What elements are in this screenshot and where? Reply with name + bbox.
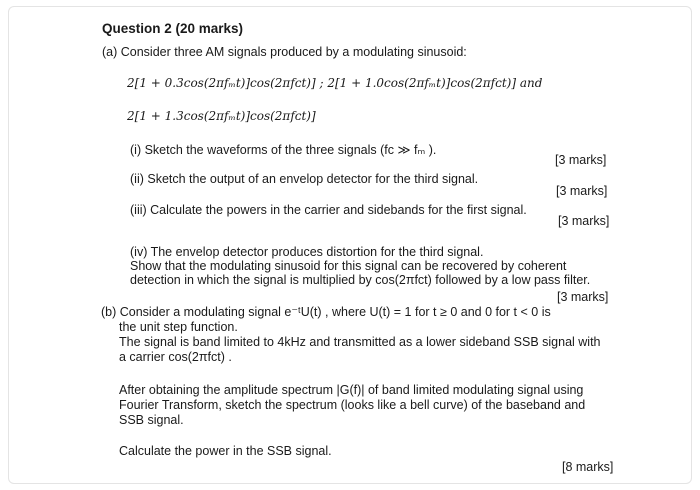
part-a-iv-line-2: Show that the modulating sinusoid for this signal can be recovered by coherent — [130, 259, 567, 273]
part-b-line-5: After obtaining the amplitude spectrum |G(f)| of band limited modulating signal using — [119, 383, 584, 397]
question-title: Question 2 (20 marks) — [102, 21, 244, 36]
part-b-marks: [8 marks] — [562, 460, 614, 474]
part-a-ii-marks: [3 marks] — [556, 184, 608, 198]
part-a-iv-marks: [3 marks] — [557, 290, 609, 304]
part-b-line-7: SSB signal. — [119, 413, 184, 427]
part-a-intro: (a) Consider three AM signals produced by a modulating sinusoid: — [102, 45, 467, 59]
formula-line-1: 2[1 + 0.3cos(2πfₘt)]cos(2πfᴄt)] ; 2[1 + 1.0cos(2πfₘt)]cos(2πfᴄt)] and — [127, 76, 543, 90]
part-a-i-text: (i) Sketch the waveforms of the three signals (fᴄ ≫ fₘ ). — [130, 143, 437, 157]
part-b-line-6: Fourier Transform, sketch the spectrum (looks like a bell curve) of the baseband and — [119, 398, 586, 412]
formula-line-2: 2[1 + 1.3cos(2πfₘt)]cos(2πfᴄt)] — [127, 109, 316, 123]
part-b-line-2: the unit step function. — [119, 320, 238, 334]
part-a-iii-text: (iii) Calculate the powers in the carrier and sidebands for the first signal. — [130, 203, 527, 217]
part-a-iii-marks: [3 marks] — [558, 214, 610, 228]
part-b-line-1: (b) Consider a modulating signal e⁻ᵗU(t) , where U(t) = 1 for t ≥ 0 and 0 for t < 0 is — [101, 305, 551, 319]
part-a-i-marks: [3 marks] — [555, 153, 607, 167]
part-a-ii-text: (ii) Sketch the output of an envelop detector for the third signal. — [130, 172, 479, 186]
part-b-line-3: The signal is band limited to 4kHz and transmitted as a lower sideband SSB signal with — [119, 335, 601, 349]
part-b-line-4: a carrier cos(2πfᴄt) . — [119, 350, 232, 364]
part-a-iv-line-3: detection in which the signal is multiplied by cos(2πfᴄt) followed by a low pass filter. — [130, 273, 591, 287]
part-b-line-8: Calculate the power in the SSB signal. — [119, 444, 332, 458]
part-a-iv-line-1: (iv) The envelop detector produces distortion for the third signal. — [130, 245, 484, 259]
